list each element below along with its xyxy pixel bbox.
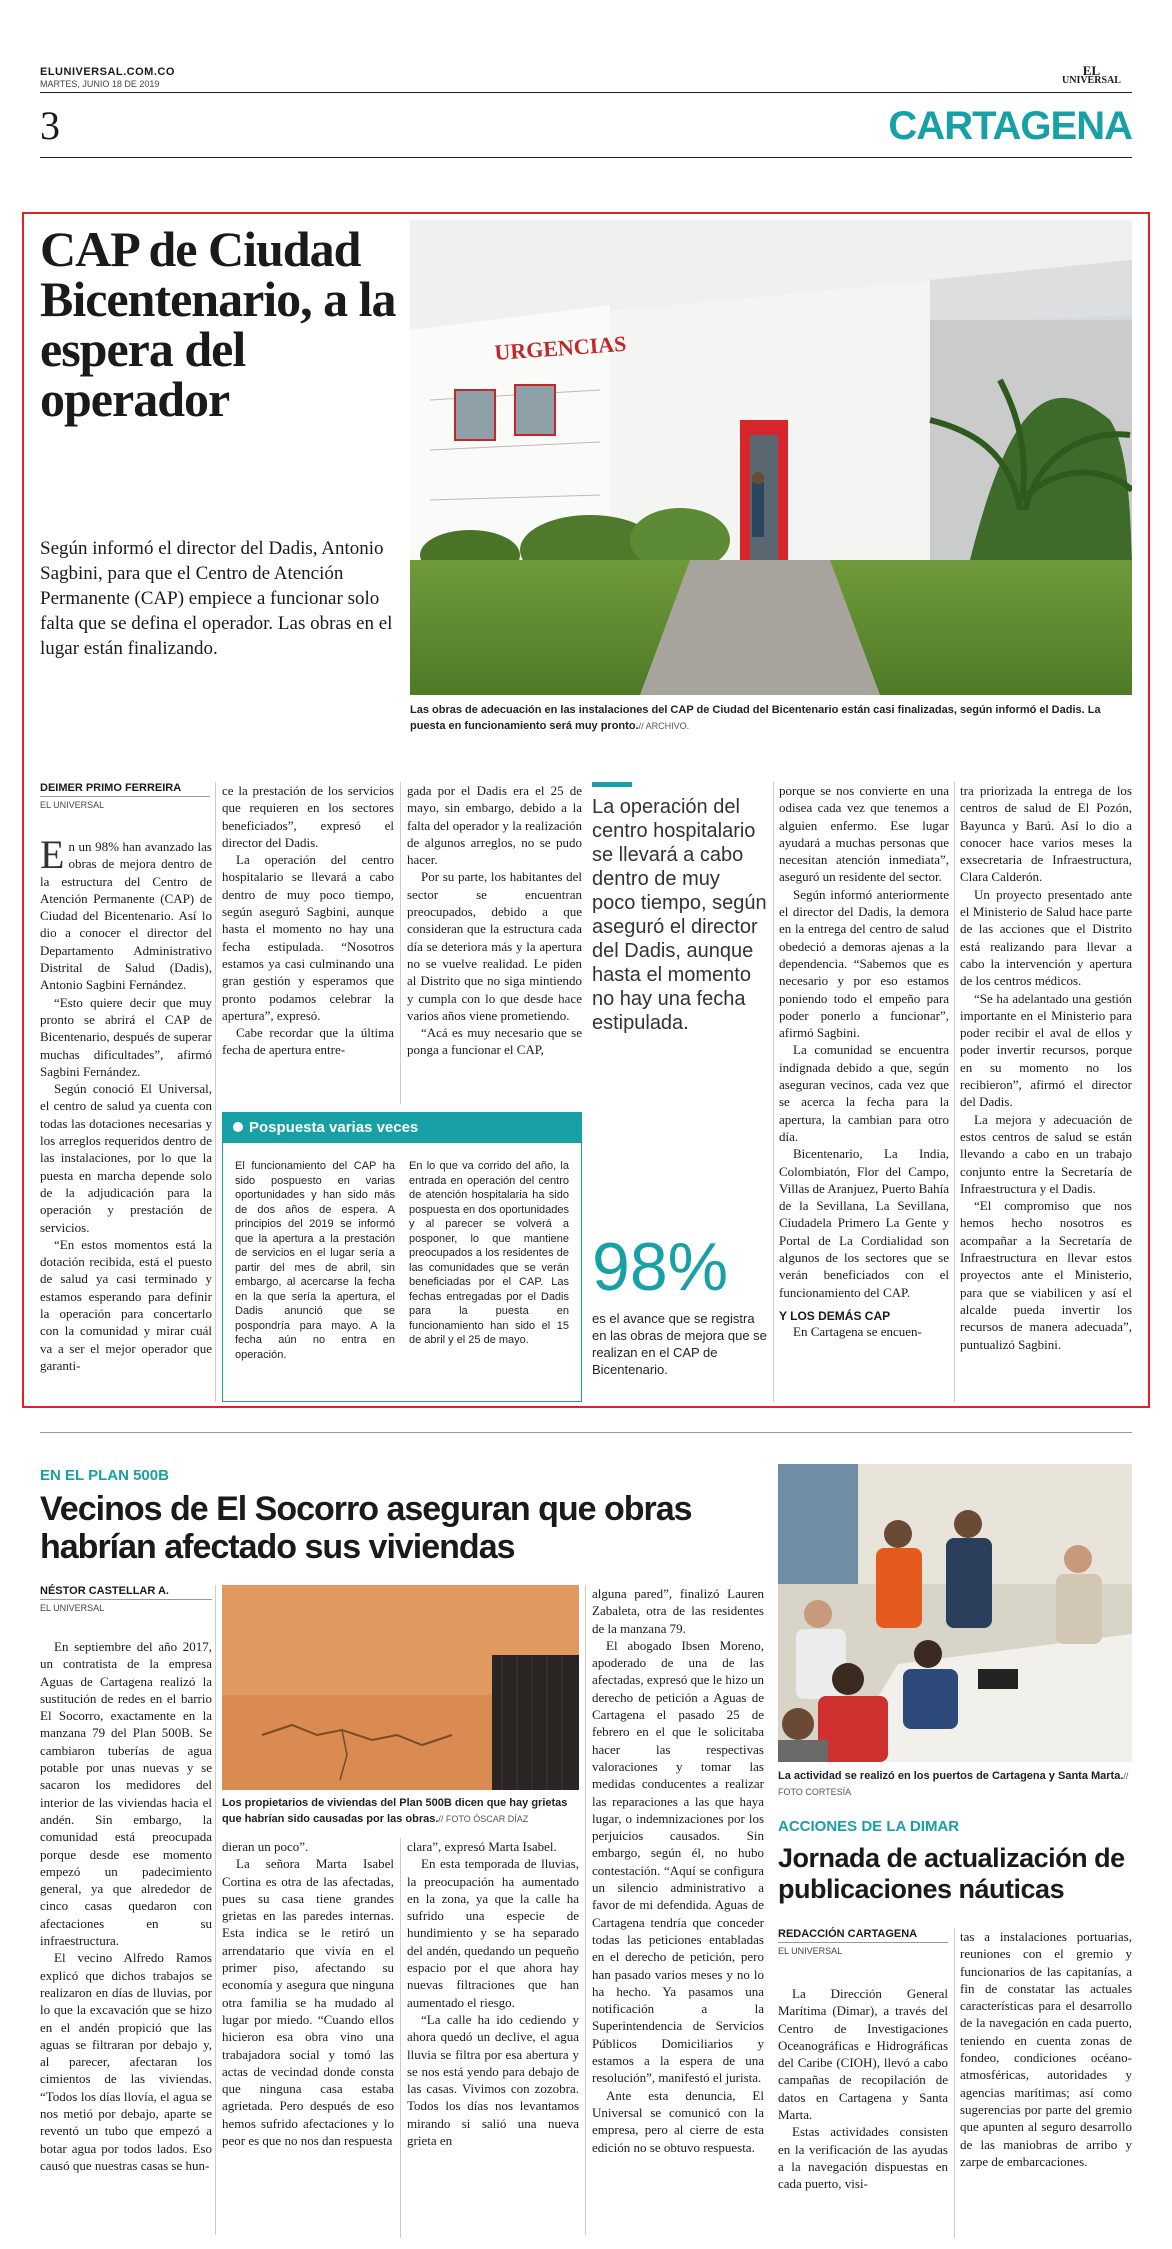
infobox-title: Pospuesta varias veces	[223, 1113, 581, 1143]
article3-column-1: La Dirección General Marítima (Dimar), a través del Centro de Investigaciones Oceanográficas e Hidrográficas del Caribe (CIOH), llevó a cabo campañas de recopilación de datos en Cartagena y Santa Marta. Estas actividades consisten en la verificación de las ayudas a la navegación dispuestas en cada puerto, visi-	[778, 1986, 948, 2192]
building-photo	[410, 220, 1132, 695]
page-number: 3	[40, 103, 60, 148]
byline-block-3	[778, 1928, 948, 1956]
article-column-6: tra priorizada la entrega de los centros de salud de El Pozón, Bayunca y Barú. Así lo dio a conocer hace varios meses la exsecretaria de Infraestructura, Clara Calderón. Un proyecto presentado ante el Ministerio de Salud hace parte de las acciones que el Distrito está realizando para llevar a cabo la intervención y apertura de los centros médicos. “Se ha adelantado una gestión importante en el Ministerio para poder recibir el aval de ellos y poder invertir recursos, porque en su momento no los recibieron”, afirmó el director del Dadis. La mejora y adecuación de estos centros de salud se están llevando a cabo en un trabajo conjunto entre la Secretaría de Infraestructura y el Dadis. “El compromiso que nos hemos hecho nosotros es acompañar a la Secretaría de Infraestructura en llevar estos proyectos ante el Ministerio, para que se viabilicen y así el alcalde pueda invertir los recursos de manera adecuada”, puntualizó Sagbini.	[960, 783, 1132, 1352]
pullquote-accent	[592, 782, 632, 787]
byline-outlet: EL UNIVERSAL	[778, 1946, 843, 1956]
byline-block-2	[40, 1585, 212, 1613]
drop-cap: E	[40, 838, 65, 877]
article-headline: CAP de Ciudad Bicentenario, a la espera del operador	[40, 221, 396, 427]
stat-figure: 98%	[592, 1229, 729, 1305]
article-headline-2: Vecinos de El Socorro aseguran que obras habrían afectado sus viviendas	[40, 1490, 692, 1566]
byline-author: REDACCIÓN CARTAGENA	[778, 1928, 948, 1943]
article2-column-4: alguna pared”, finalizó Lauren Zabaleta, otra de las residentes de la manzana 79. El abogado Ibsen Moreno, apoderado de una de las afectadas, expresó que le hizo un derecho de petición a Aguas de Cartagena el pasado 25 de febrero en el que le solicitaba hacer las respectivas valoraciones y tomar las medidas conducentes a realizar las reparaciones a las que haya lugar, o indemnizaciones por los perjuicios causados. Sin embargo, según él, no hubo contestación. “Aquí se configura un silencio administrativo a favor de mi defendida. Aguas de Cartagena tendría que conceder todas las peticiones entabladas en el derecho de petición, pero han pasado varios meses y no lo ha hecho. Ya pasamos una notificación a la Superintendencia de Servicios Públicos Domiciliarios y estamos a la espera de una resolución”, manifestó el jurista. Ante esta denuncia, El Universal se comunicó con la empresa, pero al cierre de esta edición no se obtuvo respuesta.	[592, 1586, 764, 2155]
sidebar-infobox	[222, 1112, 582, 1402]
article-dek: Según informó el director del Dadis, Antonio Sagbini, para que el Centro de Atención Permanente (CAP) empiece a funcionar solo falta que se defina el operador. Las obras en el lugar están finalizando.	[40, 538, 393, 659]
article2-column-1: En septiembre del año 2017, un contratista de la empresa Aguas de Cartagena realizó la sustitución de redes en el barrio El Socorro, exactamente en la manzana 79 del Plan 500B. Se cambiaron tuberías de agua potable por unas nuevas y se sacaron los medidores del interior de las viviendas hacia el andén. Sin embargo, la comunidad está preocupada porque desde ese momento empezó un padecimiento general, ya que alrededor de cinco casas quedaron con afectaciones en su infraestructura. El vecino Alfredo Ramos explicó que dichos trabajos se realizaron en días de lluvias, por lo que la excavación que se hizo en el andén propició que las aguas se filtraran por debajo y, al parecer, afectaran los cimientos de las viviendas. “Todos los días llovía, el agua se nos metió por debajo, aparte se reventó un tubo que empezó a botar agua por todos lados. Eso causó que nuestras casas se hun-	[40, 1639, 212, 2173]
byline-author: NÉSTOR CASTELLAR A.	[40, 1585, 212, 1600]
bullet-icon	[233, 1122, 243, 1132]
infobox-text-left: El funcionamiento del CAP ha sido pospuesto en varias oportunidades y han sido más de dos años de espera. A principios del 2019 se informó que la apertura a la prestación de servicios en el lugar sería a partir del mes de abril, sin embargo, al acercarse la fecha en la que sería la apertura, el Dadis anunció que se pospondría para mayo. A la fecha aún no entra en operación.	[235, 1160, 395, 1361]
urgencias-sign: URGENCIAS	[493, 330, 628, 365]
masthead-url: ELUNIVERSAL.COM.CO	[40, 66, 175, 78]
article2-column-3: clara”, expresó Marta Isabel. En esta temporada de lluvias, la preocupación ha aumentado en la zona, ya que la calle ha sufrido una especie de hundimiento y se ha separado del andén, quedando un pequeño espacio por el que ahora hay nuevas filtraciones que han aumentado el riesgo. “La calle ha ido cediendo y ahora quedó un declive, el agua lluvia se filtra por esa abertura y se nos está yendo para debajo de las casas. Vivimos con zozobra. Todos los días nos levantamos mirando si salió una nueva grieta en	[407, 1839, 579, 2149]
section-title: CARTAGENA	[888, 104, 1132, 148]
article-column-1: En un 98% han avanzado las obras de mejora dentro de la estructura del Centro de Atención Permanente (CAP) de Ciudad del Bicentenario. Así lo dio a conocer el director del Departamento Administrativo Distrital de Salud (Dadis), Antonio Sagbini Fernández. “Esto quiere decir que muy pronto se abrirá el CAP de Bicentenario, después de superar muchas dificultades”, afirmó Sagbini Fernández. Según conoció El Universal, el centro de salud ya cuenta con todas las dotaciones necesarias y los arreglos requeridos dentro de las instalaciones, por lo que la puesta en marcha depende solo de la adjudicación para la operación y prestación de servicios. “En estos momentos está la dotación recibida, está el puesto de salud ya casi terminado y estamos esperando para definir la operación para concertarlo con la comunidad y mirar cuál va a ser el mejor operador que garanti-	[40, 838, 212, 1373]
pullquote: La operación del centro hospitalario se llevará a cabo dentro de muy poco tiempo, según aseguró el director del Dadis, aunque hasta el momento no hay una fecha estipulada.	[592, 796, 767, 1034]
photo-caption-3: La actividad se realizó en los puertos de Cartagena y Santa Marta.// FOTO CORTESÍA	[778, 1770, 1129, 1797]
byline-outlet: EL UNIVERSAL	[40, 1603, 105, 1613]
article-kicker: EN EL PLAN 500B	[40, 1467, 169, 1484]
section-rule	[40, 157, 1132, 158]
photo-caption-2: Los propietarios de viviendas del Plan 500B dicen que hay grietas que habrían sido causadas por las obras.// FOTO ÓSCAR DÍAZ	[222, 1797, 568, 1825]
article-kicker-3: ACCIONES DE LA DIMAR	[778, 1818, 960, 1835]
infobox-text-right: En lo que va corrido del año, la entrada en operación del centro de atención hospitalaria ha sido pospuesta en dos oportunidades y al parecer se volverá a posponer, lo que mantiene preocupados a los residentes de las comunidades que se verán beneficiadas por el CAP. Las fechas entregadas por el Dadis para la puesta en funcionamiento han sido el 15 de abril y el 25 de mayo.	[409, 1160, 569, 1346]
photo-caption: Las obras de adecuación en las instalaciones del CAP de Ciudad del Bicentenario están casi finalizadas, según informó el Dadis. La puesta en funcionamiento será muy pronto.// ARCHIVO.	[410, 704, 1101, 732]
section-divider	[40, 1432, 1132, 1433]
stat-description: es el avance que se registra en las obras de mejora que se realizan en el CAP de Bicentenario.	[592, 1311, 767, 1377]
byline-author: DEIMER PRIMO FERREIRA	[40, 782, 210, 797]
article2-column-2: dieran un poco”. La señora Marta Isabel Cortina es otra de las afectadas, pues su casa tiene grandes grietas en las paredes internas. Esta indica se le retiró un arrendatario que vivía en el primer piso, afectando su economía y asegura que ninguna otra familia se ha mudado al lugar por miedo. “Cuando ellos hicieron esa obra vino una trabajadora social y tomó las actas de vecindad donde consta que ninguna casa estaba agrietada. Pero después de eso hemos sufrido afectaciones y lo peor es que no nos dan respuesta	[222, 1839, 394, 2149]
subhead: Y LOS DEMÁS CAP	[779, 1308, 891, 1323]
cracked-wall-photo	[222, 1585, 579, 1790]
article-headline-3: Jornada de actualización de publicaciones náuticas	[778, 1843, 1125, 1904]
article-column-3: gada por el Dadis era el 25 de mayo, sin embargo, debido a la falta del operador y la realización de algunos arreglos, no se pudo hacer. Por su parte, los habitantes del sector se encuentran preocupados, debido a que consideran que la estructura cada día se deteriora más y la apertura no se vuelve realidad. Le piden al Distrito que no siga mintiendo y cumpla con lo que desde hace varios años viene prometiendo. “Acá es muy necesario que se ponga a funcionar el CAP,	[407, 783, 582, 1058]
newspaper-logo: EL UNIVERSAL	[1062, 63, 1121, 86]
masthead-date: MARTES, JUNIO 18 DE 2019	[40, 79, 160, 89]
article-column-5: porque se nos convierte en una odisea cada vez que tenemos a alguien enfermo. Ese lugar ayudará a muchas personas que necesitan atención inmediata”, aseguró un residente del sector. Según informó anteriormente el director del Dadis, la demora en la entrega del centro de salud obedeció a demoras ajenas a la dependencia. “Sabemos que es necesario y por eso estamos poniendo todo el empeño para poder ponerlo a funcionar”, afirmó Sagbini. La comunidad se encuentra indignada debido a que, según aseguran vecinos, cada vez que se acerca la fecha para la apertura, la cambian para otro día. Bicentenario, La India, Colombiatón, Flor del Campo, Villas de Aranjuez, Puerto Bahía de la Sevillana, La Sevillana, Ciudadela Primero La Gente y Portal de La Cordialidad son algunos de los sectores que se verán beneficiados con el funcionamiento del CAP. Y LOS DEMÁS CAP En Cartagena se encuen-	[779, 783, 949, 1339]
article-column-2: ce la prestación de los servicios que requieren en los sectores beneficiados”, expresó el director del Dadis. La operación del centro hospitalario se llevará a cabo dentro de muy poco tiempo, según aseguró Sagbini, aunque hasta el momento no hay una fecha estipulada. “Nosotros estamos ya casi culminando una gran gestión y esperamos que pronto podamos celebrar la apertura”, expresó. Cabe recordar que la última fecha de apertura entre-	[222, 783, 394, 1058]
byline-block	[40, 782, 210, 810]
byline-outlet: EL UNIVERSAL	[40, 800, 105, 810]
meeting-photo	[778, 1464, 1132, 1762]
article3-column-2: tas a instalaciones portuarias, reuniones con el gremio y funcionarios de las capitanías, a fin de constatar las actuales características para el desarrollo de la navegación en cada puerto, teniendo en cuenta zonas de fondeo, condiciones océano-atmosféricas, autoridades y agencias marítimas; así como sugerencias por parte del gremio que apunten al seguro desarrollo de las maniobras de arribo y zarpe de embarcaciones.	[960, 1929, 1132, 2169]
header-rule	[40, 92, 1132, 93]
